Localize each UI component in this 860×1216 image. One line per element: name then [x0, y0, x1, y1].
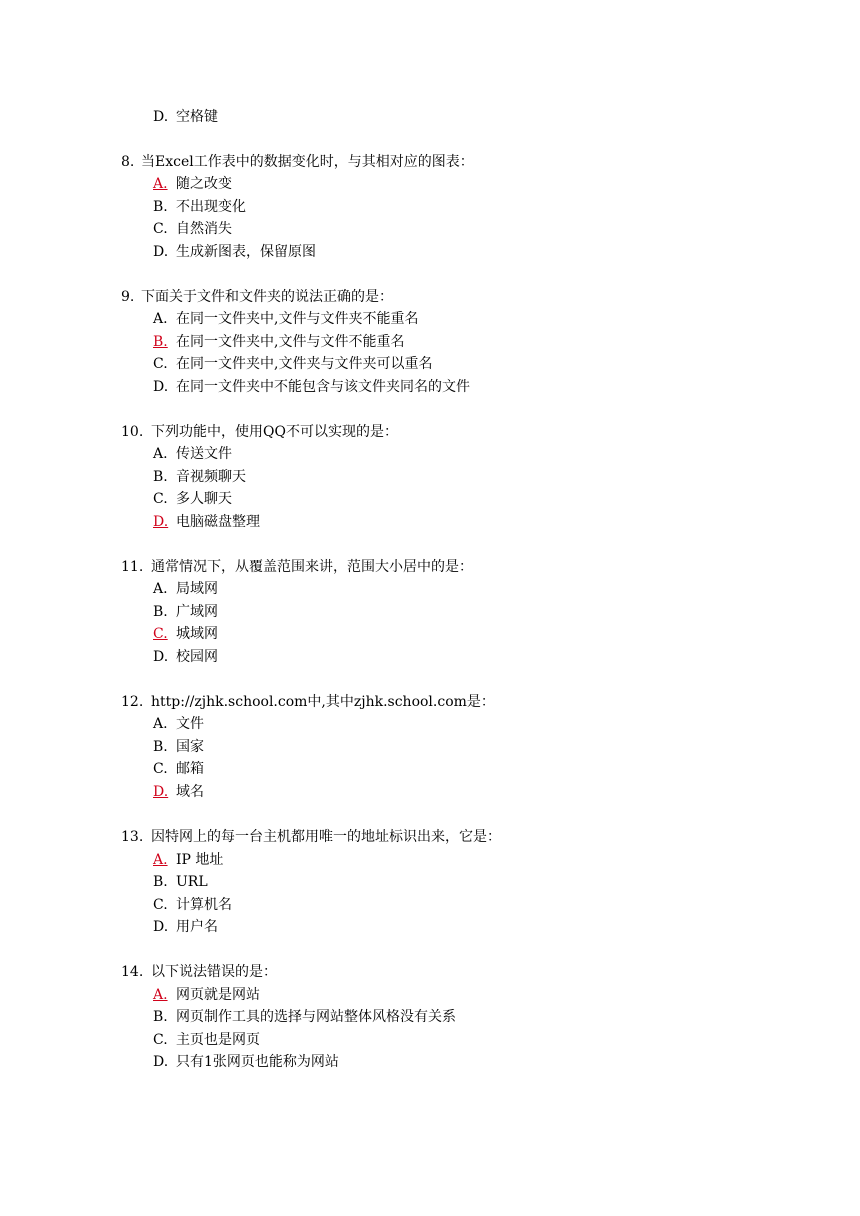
question-stem	[121, 962, 277, 982]
option-text: 随之改变	[176, 176, 232, 192]
option-text: 局域网	[176, 581, 218, 597]
option-line	[153, 377, 470, 397]
option-line	[153, 895, 232, 915]
option-text: 国家	[176, 739, 204, 755]
question-text: 下列功能中，使用QQ不可以实现的是：	[151, 424, 398, 440]
option-line	[153, 624, 218, 644]
option-text: 网页制作工具的选择与网站整体风格没有关系	[176, 1009, 456, 1025]
option-letter: A.	[153, 581, 168, 597]
answer-mark: C.	[153, 626, 168, 642]
option-text: 在同一文件夹中不能包含与该文件夹同名的文件	[176, 379, 470, 395]
answer-mark: A.	[153, 987, 168, 1003]
option-text: IP 地址	[176, 852, 224, 868]
option-letter: C.	[153, 221, 168, 237]
option-letter: D.	[153, 244, 169, 260]
question-text: 当Excel工作表中的数据变化时，与其相对应的图表：	[141, 154, 474, 170]
answer-mark: D.	[153, 784, 169, 800]
option-text: 网页就是网站	[176, 987, 260, 1003]
option-line	[153, 782, 204, 802]
option-letter: D.	[153, 379, 169, 395]
option-line	[153, 197, 246, 217]
option-letter: D.	[153, 649, 169, 665]
option-letter: C.	[153, 356, 168, 372]
option-line	[153, 354, 432, 374]
option-line	[153, 737, 204, 757]
option-text: 生成新图表，保留原图	[176, 244, 316, 260]
option-letter: A.	[153, 716, 168, 732]
option-letter: A.	[153, 311, 168, 327]
option-line	[153, 444, 232, 464]
option-letter: A.	[153, 446, 168, 462]
option-line	[153, 512, 260, 532]
answer-mark: B.	[153, 334, 168, 350]
question-number: 11.	[121, 559, 144, 575]
option-line	[153, 309, 418, 329]
question-number: 12.	[121, 694, 144, 710]
option-line	[153, 1030, 260, 1050]
option-line	[153, 714, 204, 734]
question-number: 10.	[121, 424, 144, 440]
option-letter: B.	[153, 604, 168, 620]
option-letter: D.	[153, 109, 169, 125]
option-letter: B.	[153, 469, 168, 485]
option-line	[153, 759, 204, 779]
option-line	[153, 242, 316, 262]
option-line	[153, 917, 218, 937]
question-text: 下面关于文件和文件夹的说法正确的是：	[141, 289, 393, 305]
option-line	[153, 1007, 456, 1027]
option-letter: B.	[153, 1009, 168, 1025]
question-number: 13.	[121, 829, 144, 845]
option-text: 广域网	[176, 604, 218, 620]
option-line	[153, 985, 260, 1005]
option-text: 主页也是网页	[176, 1032, 260, 1048]
question-text: 通常情况下，从覆盖范围来讲，范围大小居中的是：	[151, 559, 473, 575]
option-text: 自然消失	[176, 221, 232, 237]
question-stem	[121, 692, 495, 712]
question-number: 8.	[121, 154, 135, 170]
option-letter: C.	[153, 491, 168, 507]
option-line	[153, 219, 232, 239]
option-line	[153, 647, 218, 667]
option-text: 只有1张网页也能称为网站	[176, 1054, 339, 1070]
option-line	[153, 1052, 339, 1072]
question-stem	[121, 287, 393, 307]
option-text: 空格键	[176, 109, 218, 125]
option-letter: D.	[153, 1054, 169, 1070]
option-text: 音视频聊天	[176, 469, 246, 485]
option-text: 传送文件	[176, 446, 232, 462]
question-text: 因特网上的每一台主机都用唯一的地址标识出来，它是：	[151, 829, 501, 845]
option-letter: B.	[153, 199, 168, 215]
question-text: http://zjhk.school.com中,其中zjhk.school.com是：	[151, 694, 495, 710]
option-line	[153, 850, 223, 870]
option-text: 在同一文件夹中,文件与文件不能重名	[176, 334, 405, 350]
option-text: 文件	[176, 716, 204, 732]
option-text: 邮箱	[176, 761, 204, 777]
option-letter: B.	[153, 739, 168, 755]
option-text: 城域网	[176, 626, 218, 642]
option-line	[153, 174, 232, 194]
option-line	[153, 467, 246, 487]
option-text: 计算机名	[176, 897, 232, 913]
option-line	[153, 602, 218, 622]
answer-mark: A.	[153, 176, 168, 192]
option-text: 在同一文件夹中,文件夹与文件夹可以重名	[176, 356, 433, 372]
answer-mark: A.	[153, 852, 168, 868]
option-letter: C.	[153, 897, 168, 913]
question-number: 14.	[121, 964, 144, 980]
question-text: 以下说法错误的是：	[151, 964, 277, 980]
option-line	[153, 332, 404, 352]
question-stem	[121, 827, 501, 847]
question-stem	[121, 422, 398, 442]
question-stem	[121, 557, 473, 577]
option-text: 在同一文件夹中,文件与文件夹不能重名	[176, 311, 419, 327]
option-text: 校园网	[176, 649, 218, 665]
option-line	[153, 872, 208, 892]
option-line	[153, 489, 232, 509]
option-letter: C.	[153, 1032, 168, 1048]
option-letter: D.	[153, 919, 169, 935]
option-text: 电脑磁盘整理	[176, 514, 260, 530]
answer-mark: D.	[153, 514, 169, 530]
option-text: 用户名	[176, 919, 218, 935]
option-letter: C.	[153, 761, 168, 777]
question-number: 9.	[121, 289, 135, 305]
option-text: URL	[176, 874, 208, 890]
option-line	[153, 579, 218, 599]
option-line	[153, 107, 218, 127]
option-text: 域名	[176, 784, 204, 800]
question-stem	[121, 152, 474, 172]
option-text: 不出现变化	[176, 199, 246, 215]
option-letter: B.	[153, 874, 168, 890]
option-text: 多人聊天	[176, 491, 232, 507]
